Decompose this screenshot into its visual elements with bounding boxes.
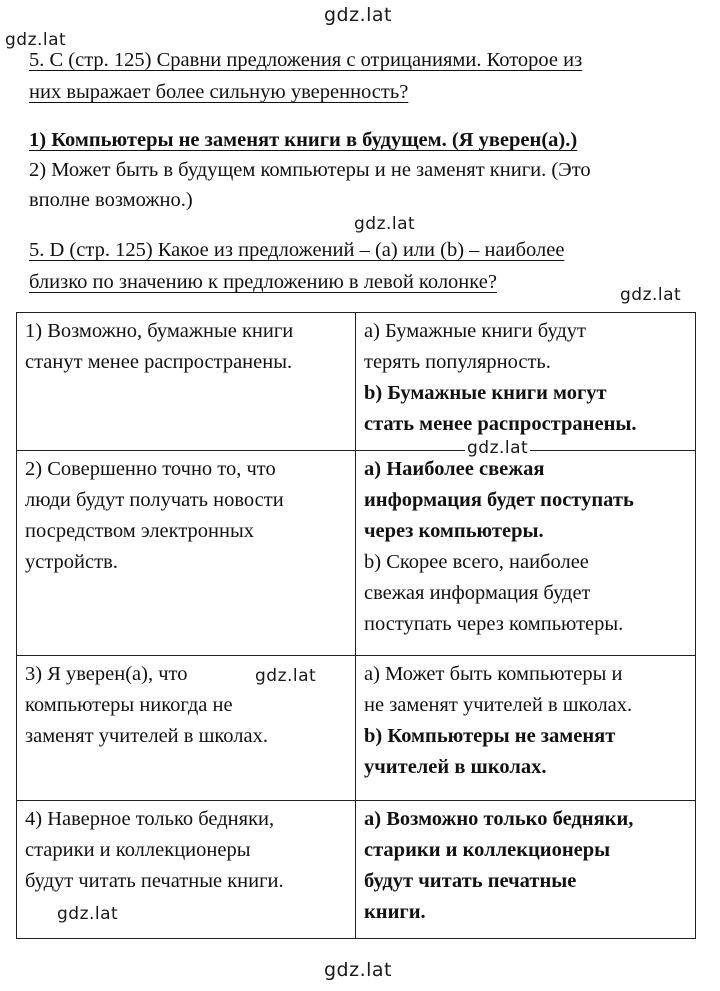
row-1-option-a-line: терять популярность. [364,351,551,373]
row-3-statement-line: заменят учителей в школах. [25,725,268,747]
row-4-option-a-line: a) Возможно только бедняки, [364,808,634,830]
watermark-right: gdz.lat [620,285,682,305]
row-1-option-a-line: a) Бумажные книги будут [364,320,587,342]
table-row [17,313,696,451]
row-4-statement-line: 4) Наверное только бедняки, [25,808,275,830]
row-4-statement-line: будут читать печатные книги. [25,870,284,892]
row-4-option-a-line: будут читать печатные [364,870,577,892]
task-c-option-2-line-2: вполне возможно.) [29,189,193,211]
row-2-option-b-line: свежая информация будет [364,582,591,604]
row-1-option-b-line: стать менее распространены. [364,413,637,435]
row-1-statement-line: 1) Возможно, бумажные книги [25,320,294,342]
row-1-statement-line: станут менее распространены. [25,351,293,373]
row-3-option-a-line: не заменят учителей в школах. [364,694,633,716]
task-c-heading-line-1: 5. C (стр. 125) Сравни предложения с отрицаниями. Которое из [29,49,583,71]
row-4-options [356,801,696,939]
row-3-statement-line: компьютеры никогда не [25,694,233,716]
task-d-heading-line-2: близко по значению к предложению в левой колонке? [29,271,497,293]
row-2-option-a-line: a) Наиболее свежая [364,458,545,480]
task-c-answer: 1) Компьютеры не заменят книги в будущем. (Я уверен(а).) [29,129,578,151]
row-1-option-b-line: b) Бумажные книги могут [364,382,607,404]
row-2-option-b-line: b) Скорее всего, наиболее [364,551,589,573]
row-3-option-a-line: a) Может быть компьютеры и [364,663,623,685]
watermark-bottom: gdz.lat [324,959,393,981]
row-2-option-b-line: поступать через компьютеры. [364,613,624,635]
row-2-option-a-line: информация будет поступать [364,489,634,511]
watermark-table-3: gdz.lat [57,904,119,924]
row-1-options [356,313,696,451]
row-3-option-b-line: b) Компьютеры не заменят [364,725,616,747]
row-2-statement-line: 2) Совершенно точно то, что [25,458,276,480]
task-c-heading-line-2: них выражает более сильную уверенность? [29,81,409,103]
answers-table [16,312,696,939]
task-d-heading-line-1: 5. D (стр. 125) Какое из предложений – (a) или (b) – наиболее [29,239,565,261]
row-2-options [356,451,696,656]
row-1-statement [17,313,356,451]
row-3-options [356,656,696,801]
row-4-option-a-line: старики и коллекционеры [364,839,611,861]
watermark-top-left: gdz.lat [5,30,67,50]
watermark-table-1: gdz.lat [467,438,529,458]
row-2-statement-line: устройств. [25,551,118,573]
table-row [17,451,696,656]
table-row [17,656,696,801]
row-4-option-a-line: книги. [364,901,426,923]
row-2-option-a-line: через компьютеры. [364,520,544,542]
row-2-statement-line: посредством электронных [25,520,255,542]
row-3-option-b-line: учителей в школах. [364,756,547,778]
watermark-mid: gdz.lat [354,214,416,234]
row-3-statement-line: 3) Я уверен(а), что [25,663,188,685]
row-4-statement-line: старики и коллекционеры [25,839,251,861]
watermark-top: gdz.lat [324,4,393,26]
row-2-statement [17,451,356,656]
task-c-option-2-line-1: 2) Может быть в будущем компьютеры и не заменят книги. (Это [29,159,591,181]
row-2-statement-line: люди будут получать новости [25,489,284,511]
watermark-table-2: gdz.lat [255,666,317,686]
